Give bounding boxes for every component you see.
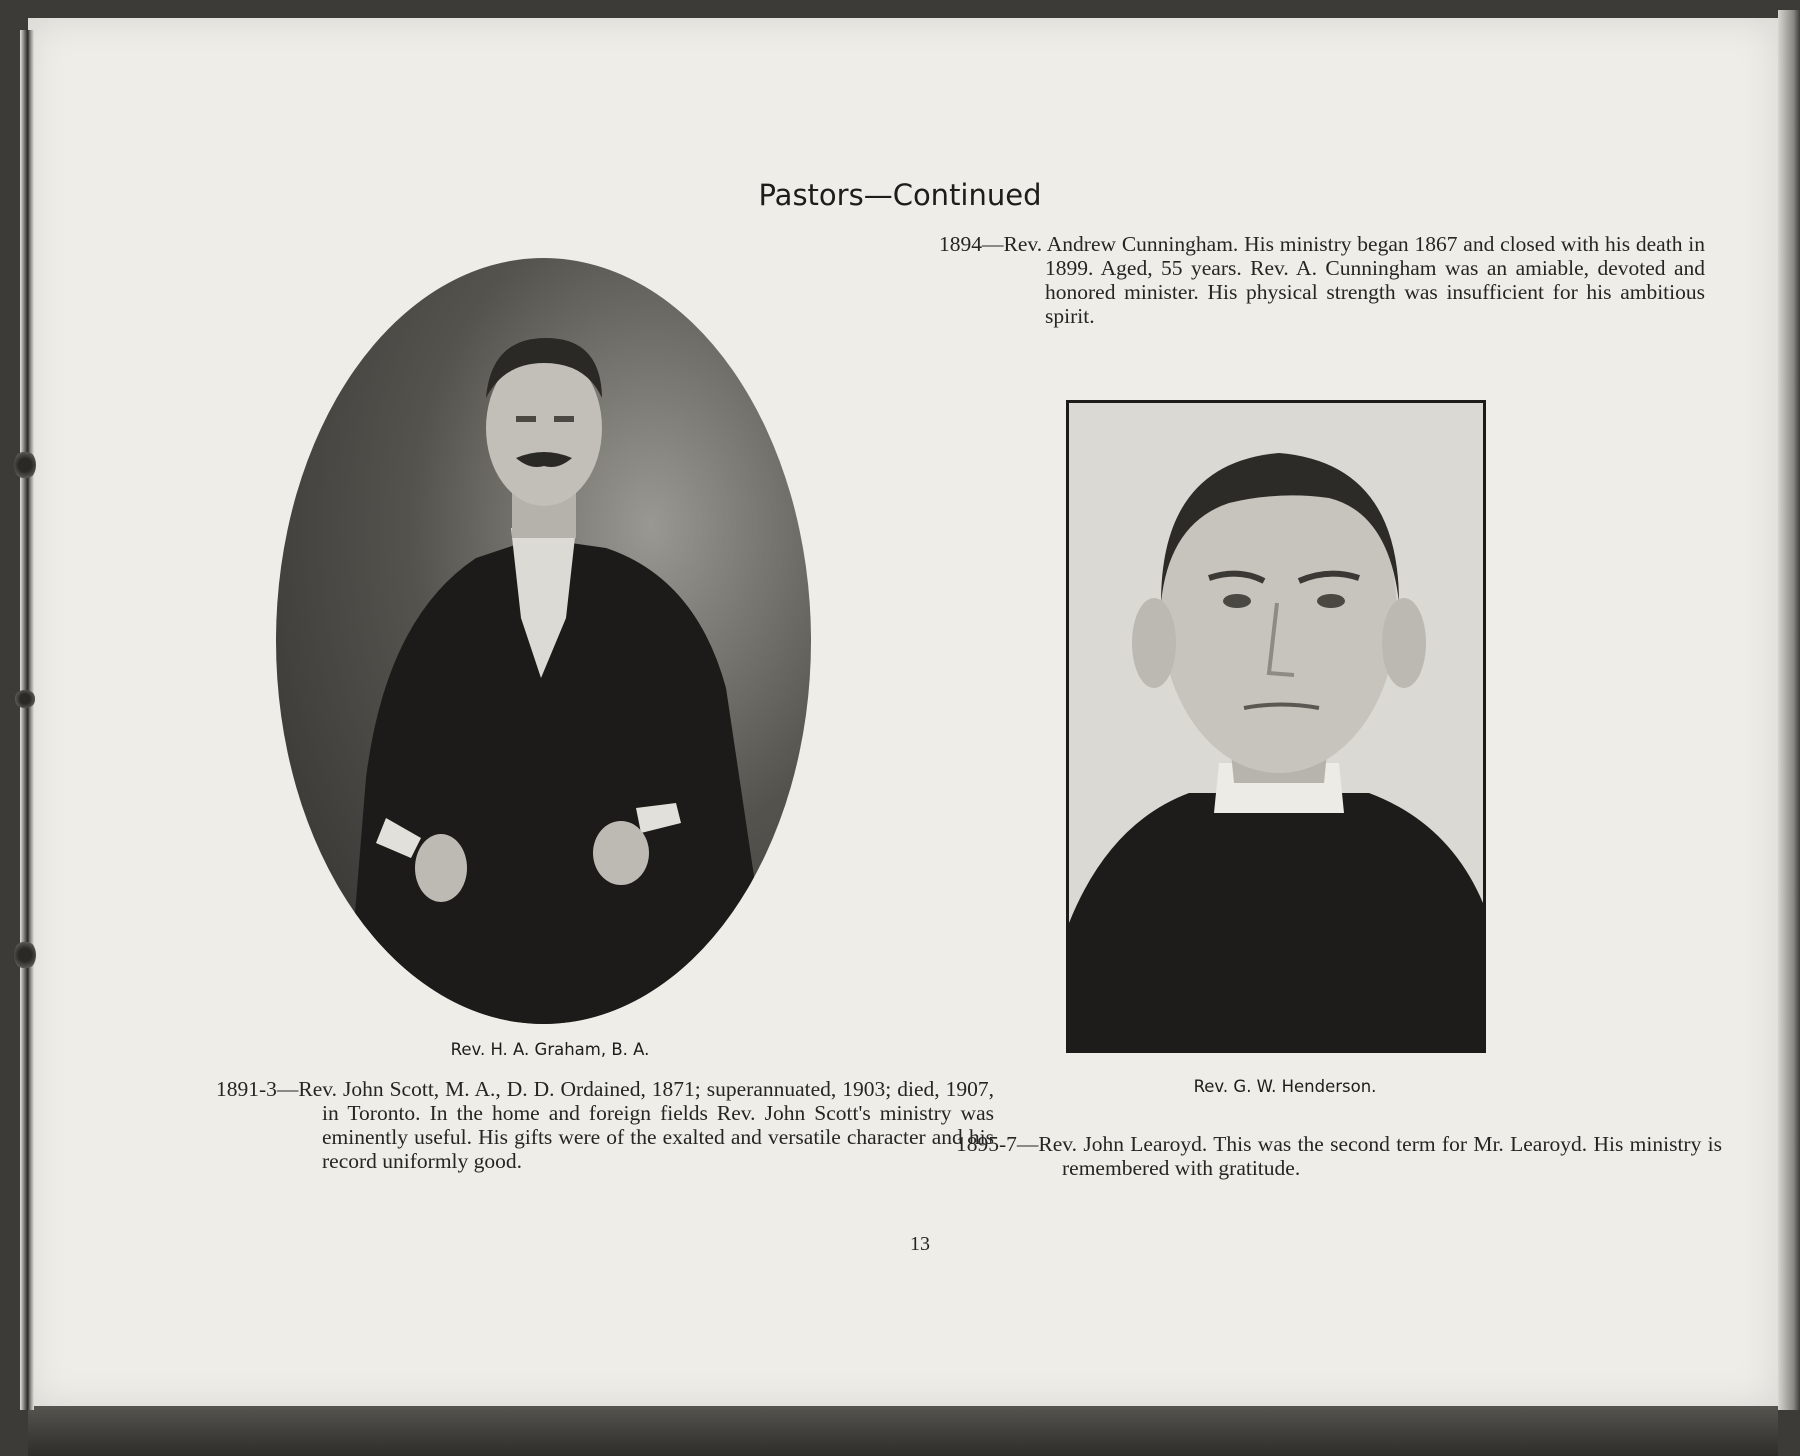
binding-stitch — [14, 940, 36, 970]
pastor-entry-scott: 1891-3—Rev. John Scott, M. A., D. D. Ordained, 1871; superannuated, 1903; died, 1907, in Toronto. In the home and foreign fields Rev. John Scott's ministry was eminently useful. His gifts were of the exalted and versatile character and his record uniformly good. — [216, 1077, 994, 1173]
page-edge — [1778, 10, 1800, 1410]
book-cover-edge — [28, 1406, 1778, 1456]
portrait-caption-graham: Rev. H. A. Graham, B. A. — [450, 1040, 650, 1059]
portrait-figure-graham — [276, 258, 811, 1024]
portrait-photo-henderson — [1066, 400, 1486, 1053]
book-binding — [20, 30, 34, 1410]
portrait-figure-henderson — [1069, 403, 1483, 1050]
page-title: Pastors—Continued — [758, 178, 1042, 212]
portrait-photo-graham — [276, 258, 811, 1024]
portrait-caption-henderson: Rev. G. W. Henderson. — [1193, 1077, 1377, 1096]
page-number: 13 — [910, 1233, 930, 1255]
pastor-entry-cunningham: 1894—Rev. Andrew Cunningham. His ministry began 1867 and closed with his death in 1899. Aged, 55 years. Rev. A. Cunningham was an amiable, devoted and honored minister. His physical strength was insufficient for his ambitious spirit. — [939, 232, 1705, 328]
binding-stitch — [14, 690, 36, 708]
binding-stitch — [14, 450, 36, 480]
pastor-entry-learoyd: 1895-7—Rev. John Learoyd. This was the second term for Mr. Learoyd. His ministry is remembered with gratitude. — [956, 1132, 1722, 1180]
